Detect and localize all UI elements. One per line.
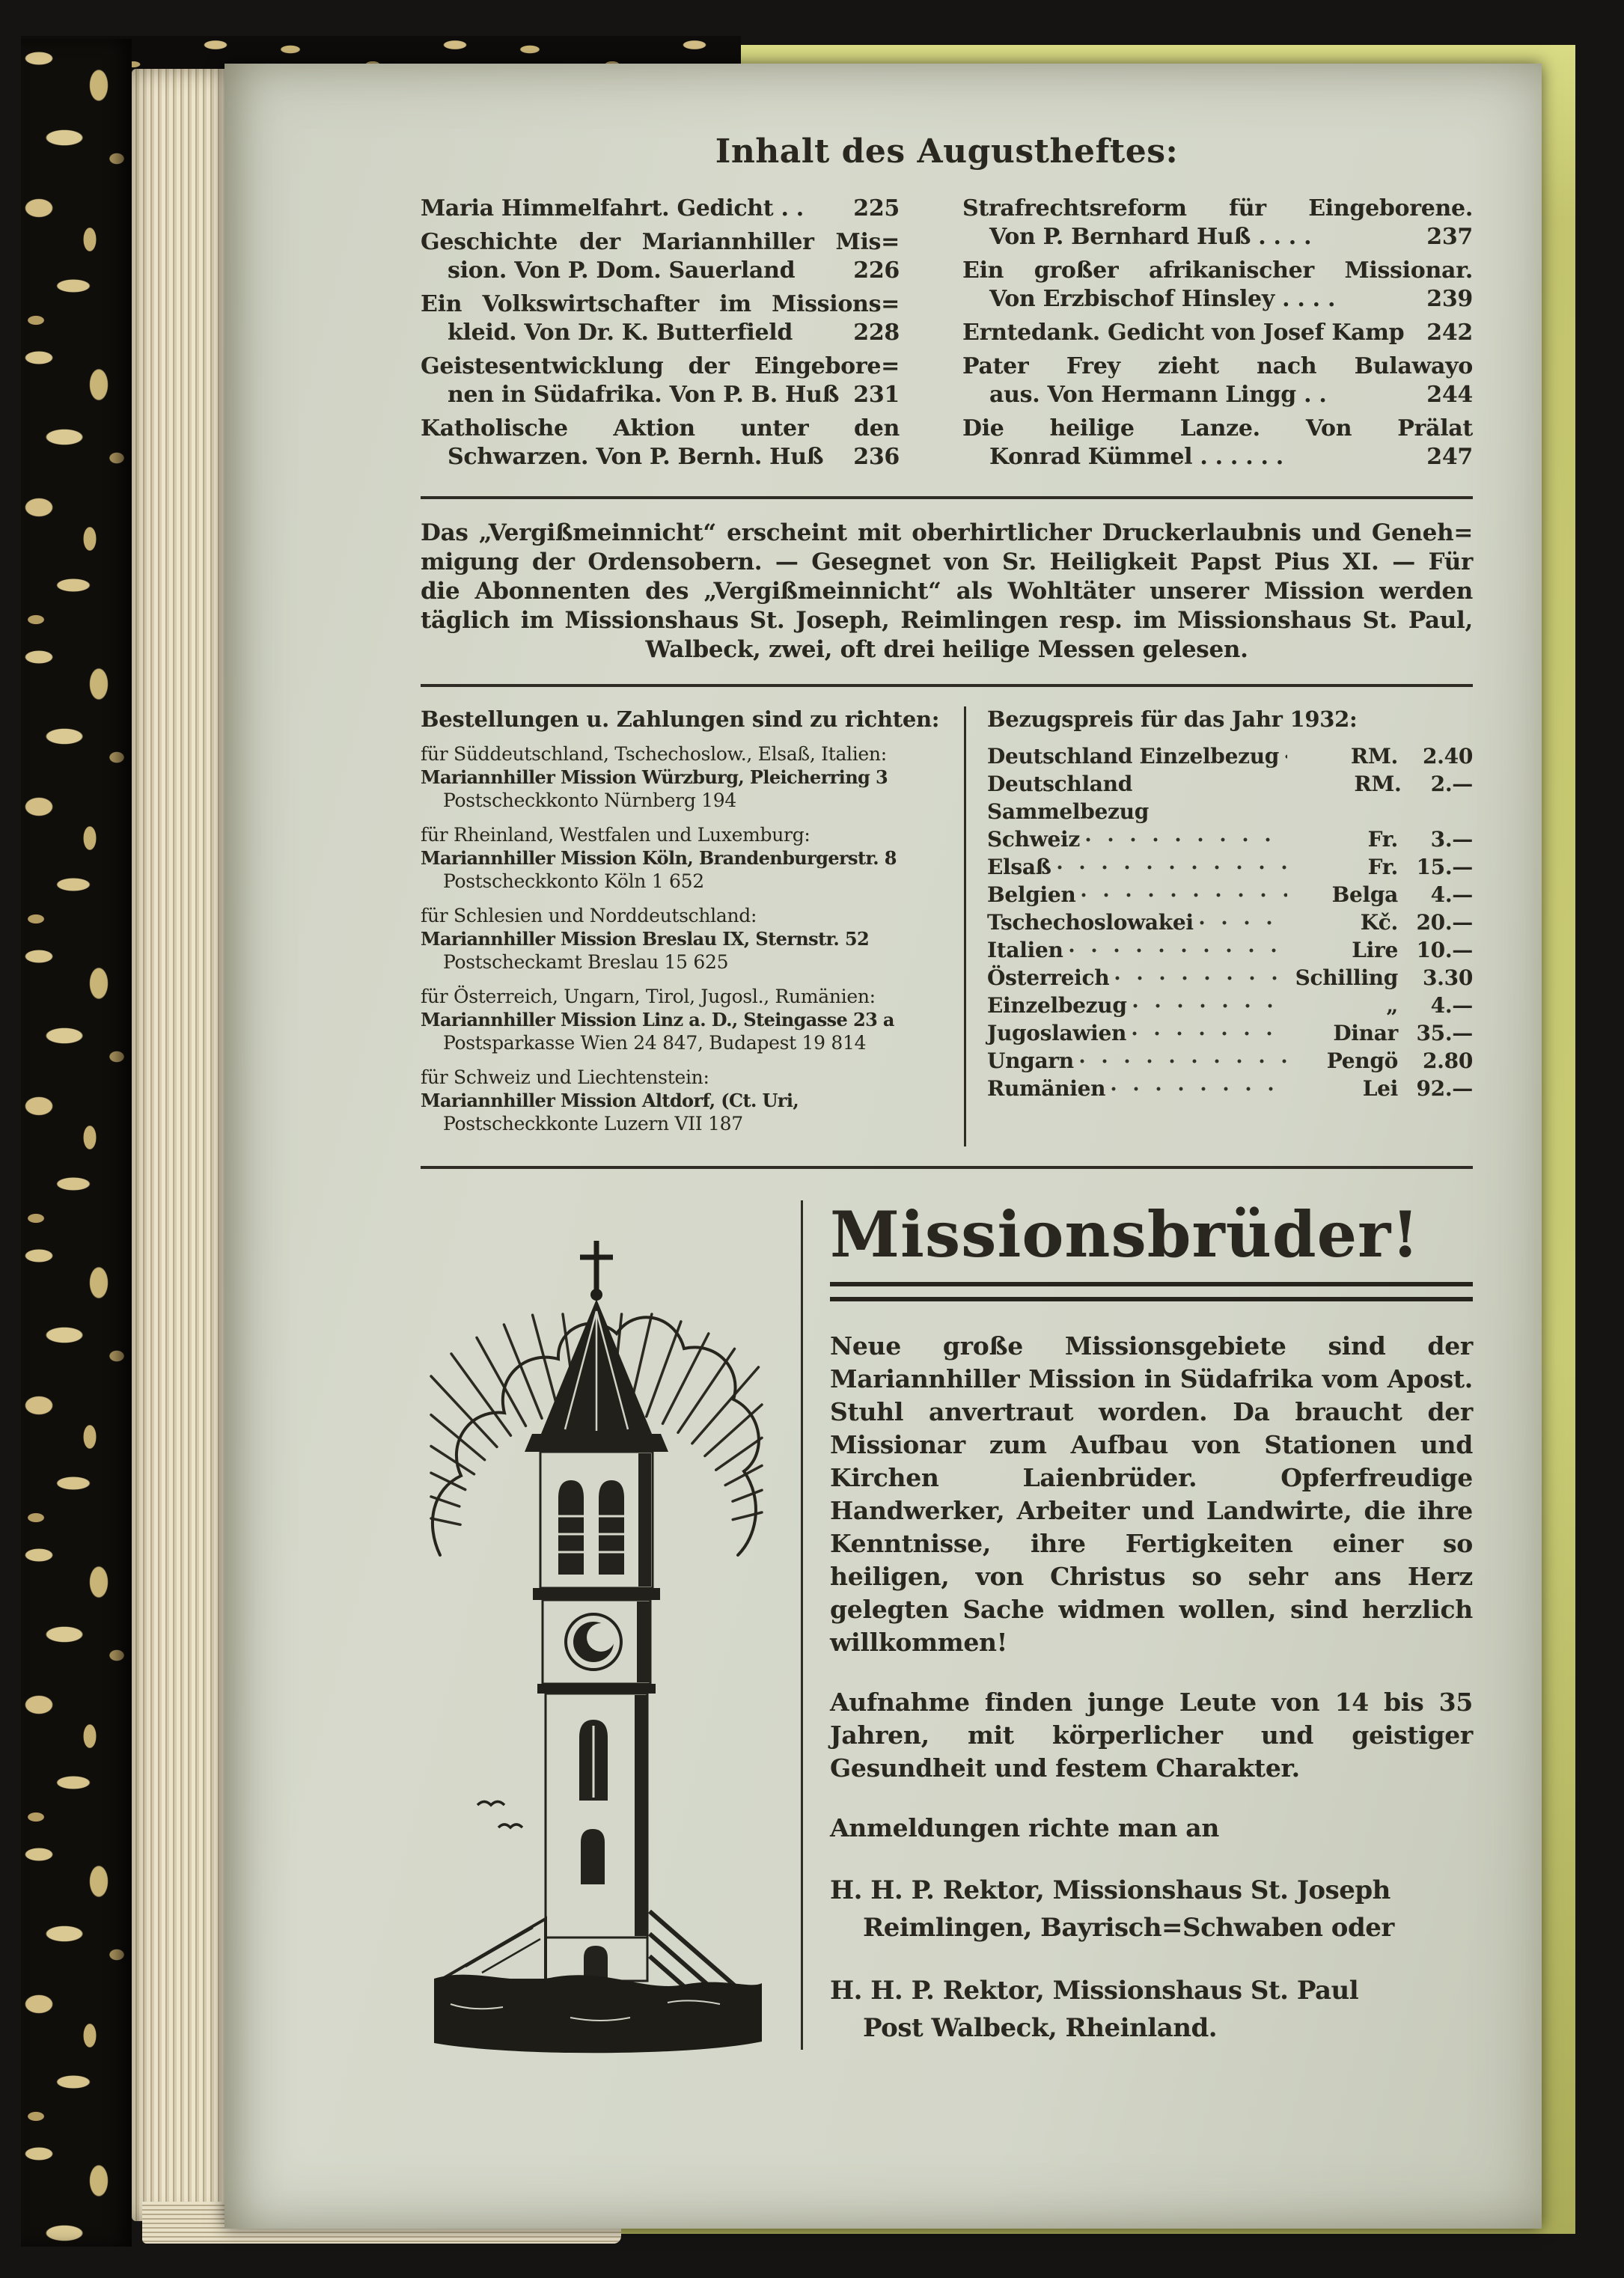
price-amount: 10.— bbox=[1416, 938, 1473, 962]
order-group bbox=[421, 823, 944, 893]
toc-line: Pater Frey zieht nach Bulawayo bbox=[962, 353, 1473, 379]
dot-leader bbox=[1086, 837, 1287, 843]
price-row bbox=[987, 1019, 1473, 1047]
price-row bbox=[987, 992, 1473, 1019]
order-account: Postscheckkonto Köln 1 652 bbox=[443, 870, 704, 892]
price-row bbox=[987, 770, 1473, 825]
price-amount: 4.— bbox=[1430, 993, 1473, 1018]
price-row bbox=[987, 909, 1473, 936]
price-row bbox=[987, 825, 1473, 853]
toc-entry bbox=[962, 415, 1473, 471]
toc-line: aus. Von Hermann Lingg . . 244 bbox=[989, 382, 1473, 408]
order-group bbox=[421, 904, 944, 974]
dot-leader bbox=[1111, 1086, 1287, 1092]
dot-leader bbox=[1115, 975, 1287, 981]
dot-leader bbox=[1133, 1003, 1287, 1009]
price-row bbox=[987, 742, 1473, 770]
price-label: Deutschland Einzelbezug bbox=[987, 744, 1280, 769]
address-block: H. H. P. Rektor, Missionshaus St. Joseph Reimlingen, Bayrisch=Schwaben oder bbox=[830, 1875, 1394, 1943]
orders-section bbox=[421, 706, 966, 1146]
toc-entry bbox=[962, 352, 1473, 409]
toc-entry bbox=[421, 352, 900, 409]
price-amount: 2.— bbox=[1430, 772, 1473, 796]
address-block: H. H. P. Rektor, Missionshaus St. Paul Post Walbeck, Rheinland. bbox=[830, 1976, 1359, 2043]
price-currency: „ bbox=[1386, 993, 1398, 1018]
toc-page-number: 231 bbox=[853, 382, 900, 408]
dot-leader bbox=[1081, 892, 1287, 898]
toc-line: Geistesentwicklung der Eingebore= bbox=[421, 353, 900, 379]
price-amount: 4.— bbox=[1430, 882, 1473, 907]
church-tower-illustration bbox=[421, 1202, 772, 2062]
price-amount: 20.— bbox=[1416, 910, 1473, 935]
toc-line: kleid. Von Dr. K. Butterfield 228 bbox=[448, 320, 900, 346]
price-label: Jugoslawien bbox=[987, 1021, 1127, 1045]
imprint-note: Das „Vergißmeinnicht“ erscheint mit oberhirtlicher Druckerlaubnis und Geneh= migung der Ordensobern. — Gesegnet von Sr. Heiligkeit Papst Pius XI. — Für die Abonnenten des „Vergißmeinnicht“ als Wohltäter unserer Mission werden täglich im Missionshaus St. Joseph, Reimlingen resp. im Missionshaus St. Paul, Walbeck, zwei, oft drei heilige Messen gelesen. bbox=[421, 519, 1473, 663]
order-address: Mariannhiller Mission Linz a. D., Steingasse 23 a bbox=[421, 1009, 894, 1030]
recruitment-ad bbox=[421, 1197, 1473, 2072]
toc-page-number: 225 bbox=[853, 195, 900, 222]
ad-text-column bbox=[830, 1197, 1473, 2072]
price-label: Rumänien bbox=[987, 1076, 1106, 1101]
order-address: Mariannhiller Mission Altdorf, (Ct. Uri, bbox=[421, 1090, 799, 1111]
price-amount: 15.— bbox=[1416, 855, 1473, 879]
toc-line: nen in Südafrika. Von P. B. Huß 231 bbox=[448, 382, 900, 408]
price-currency: Lei bbox=[1362, 1076, 1398, 1101]
price-label: Österreich bbox=[987, 965, 1110, 990]
orders-title: Bestellungen u. Zahlungen sind zu richten: bbox=[421, 706, 940, 732]
price-row bbox=[987, 936, 1473, 964]
price-row bbox=[987, 1047, 1473, 1075]
ad-headline: Missionsbrüder! bbox=[830, 1197, 1420, 1271]
toc-line: Erntedank. Gedicht von Josef Kamp 242 bbox=[962, 320, 1473, 346]
order-address: Mariannhiller Mission Breslau IX, Sternstr. 52 bbox=[421, 928, 870, 950]
price-label: Ungarn bbox=[987, 1048, 1074, 1073]
price-row bbox=[987, 881, 1473, 909]
toc-entry bbox=[421, 228, 900, 285]
price-amount: 92.— bbox=[1416, 1076, 1473, 1101]
price-currency: RM. bbox=[1354, 772, 1402, 796]
price-currency: Kč. bbox=[1360, 910, 1398, 935]
dot-leader bbox=[1080, 1058, 1287, 1064]
order-region: für Süddeutschland, Tschechoslow., Elsaß, Italien: bbox=[421, 743, 887, 765]
price-label: Tschechoslowakei bbox=[987, 910, 1194, 935]
page-content bbox=[225, 64, 1542, 2072]
toc-line: Konrad Kümmel . . . . . . 247 bbox=[989, 444, 1473, 470]
order-group bbox=[421, 985, 944, 1054]
price-amount: 2.40 bbox=[1423, 744, 1473, 769]
price-currency: Belga bbox=[1331, 882, 1398, 907]
price-label: Italien bbox=[987, 938, 1063, 962]
price-amount: 2.80 bbox=[1423, 1048, 1473, 1073]
toc-line: Ein großer afrikanischer Missionar. bbox=[962, 257, 1473, 284]
price-currency: Fr. bbox=[1367, 827, 1398, 852]
toc-page-number: 244 bbox=[1426, 382, 1473, 408]
toc-entry bbox=[421, 290, 900, 347]
table-of-contents bbox=[421, 195, 1473, 477]
dot-leader bbox=[1285, 754, 1287, 760]
toc-page-number: 237 bbox=[1426, 224, 1473, 250]
orders-and-prices bbox=[421, 706, 1473, 1146]
bird-icon bbox=[498, 1824, 522, 1827]
dot-leader bbox=[1057, 864, 1287, 870]
dot-leader bbox=[1132, 1030, 1287, 1036]
order-region: für Österreich, Ungarn, Tirol, Jugosl., Rumänien: bbox=[421, 986, 876, 1007]
section-rule bbox=[421, 1166, 1473, 1169]
price-label: Schweiz bbox=[987, 827, 1080, 852]
toc-line: Maria Himmelfahrt. Gedicht . . 225 bbox=[421, 195, 900, 222]
toc-page-number: 236 bbox=[853, 444, 900, 470]
price-currency: Dinar bbox=[1333, 1021, 1398, 1045]
dot-leader bbox=[1200, 920, 1287, 926]
section-rule bbox=[421, 496, 1473, 499]
order-region: für Schweiz und Liechtenstein: bbox=[421, 1066, 709, 1088]
price-row bbox=[987, 964, 1473, 992]
headline-double-rule bbox=[830, 1282, 1473, 1301]
toc-page-number: 226 bbox=[853, 257, 900, 284]
prices-title: Bezugspreis für das Jahr 1932: bbox=[987, 706, 1358, 732]
toc-line: Von P. Bernhard Huß . . . . 237 bbox=[989, 224, 1473, 250]
order-address: Mariannhiller Mission Würzburg, Pleicherring 3 bbox=[421, 766, 888, 788]
price-currency: Fr. bbox=[1367, 855, 1398, 879]
order-group bbox=[421, 1066, 944, 1135]
ad-illustration-column bbox=[421, 1197, 772, 2072]
prices-section bbox=[966, 706, 1473, 1146]
price-row bbox=[987, 853, 1473, 881]
toc-page-number: 242 bbox=[1426, 320, 1473, 346]
toc-page-number: 239 bbox=[1426, 286, 1473, 312]
order-account: Postscheckamt Breslau 15 625 bbox=[443, 951, 729, 973]
price-currency: Pengö bbox=[1326, 1048, 1398, 1073]
price-label: Einzelbezug bbox=[987, 993, 1127, 1018]
price-currency: Lire bbox=[1352, 938, 1398, 962]
order-region: für Schlesien und Norddeutschland: bbox=[421, 905, 757, 926]
toc-line: Schwarzen. Von P. Bernh. Huß 236 bbox=[448, 444, 900, 470]
toc-page-number: 247 bbox=[1426, 444, 1473, 470]
order-account: Postscheckkonto Nürnberg 194 bbox=[443, 790, 737, 811]
toc-line: Geschichte der Mariannhiller Mis= bbox=[421, 229, 900, 255]
price-currency: Schilling bbox=[1295, 965, 1398, 990]
column-divider bbox=[801, 1200, 803, 2050]
toc-line: Ein Volkswirtschafter im Missions= bbox=[421, 291, 900, 317]
bird-icon bbox=[477, 1802, 504, 1806]
price-amount: 3.30 bbox=[1423, 965, 1473, 990]
order-region: für Rheinland, Westfalen und Luxemburg: bbox=[421, 824, 811, 846]
price-row bbox=[987, 1075, 1473, 1102]
toc-title: Inhalt des Augustheftes: bbox=[715, 132, 1179, 171]
toc-entry bbox=[962, 319, 1473, 347]
order-address: Mariannhiller Mission Köln, Brandenburgerstr. 8 bbox=[421, 847, 897, 869]
toc-page-number: 228 bbox=[853, 320, 900, 346]
toc-line: Strafrechtsreform für Eingeborene. bbox=[962, 195, 1473, 222]
toc-column-right bbox=[962, 195, 1473, 477]
magazine-page bbox=[225, 64, 1542, 2229]
dot-leader bbox=[1069, 947, 1287, 953]
toc-line: Katholische Aktion unter den bbox=[421, 415, 900, 442]
ad-contact-line: Anmeldungen richte man an bbox=[830, 1813, 1220, 1842]
section-rule bbox=[421, 684, 1473, 687]
price-label: Belgien bbox=[987, 882, 1076, 907]
book-cover-marbled bbox=[21, 39, 132, 2247]
ad-paragraph: Neue große Missionsgebiete sind der Mariannhiller Mission in Südafrika vom Apost. Stuhl anvertraut worden. Da braucht der Missionar zum Aufbau von Stationen und Kirchen Laienbrüder. Opferfreudige Handwerker, Arbeiter und Landwirte, die ihre Kenntnisse, ihre Fertigkeiten einer so heiligen, von Christus so sehr ans Herz gelegten Sache widmen wollen, sind herzlich willkommen! bbox=[830, 1331, 1473, 1657]
toc-entry bbox=[421, 415, 900, 471]
order-group bbox=[421, 742, 944, 812]
price-label: Elsaß bbox=[987, 855, 1051, 879]
price-currency: RM. bbox=[1350, 744, 1398, 769]
toc-column-left bbox=[421, 195, 900, 477]
toc-entry bbox=[421, 195, 900, 223]
price-amount: 3.— bbox=[1430, 827, 1473, 852]
toc-line: sion. Von P. Dom. Sauerland 226 bbox=[448, 257, 900, 284]
order-account: Postscheckkonte Luzern VII 187 bbox=[443, 1113, 743, 1135]
price-amount: 35.— bbox=[1416, 1021, 1473, 1045]
ad-intake-note: Aufnahme finden junge Leute von 14 bis 35 Jahren, mit körperlicher und geistiger Gesundheit und festem Charakter. bbox=[830, 1688, 1473, 1783]
toc-line: Von Erzbischof Hinsley . . . . 239 bbox=[989, 286, 1473, 312]
toc-line: Die heilige Lanze. Von Prälat bbox=[962, 415, 1473, 442]
toc-entry bbox=[962, 257, 1473, 314]
order-account: Postsparkasse Wien 24 847, Budapest 19 814 bbox=[443, 1032, 867, 1054]
price-label: Deutschland Sammelbezug bbox=[987, 772, 1149, 824]
toc-entry bbox=[962, 195, 1473, 251]
